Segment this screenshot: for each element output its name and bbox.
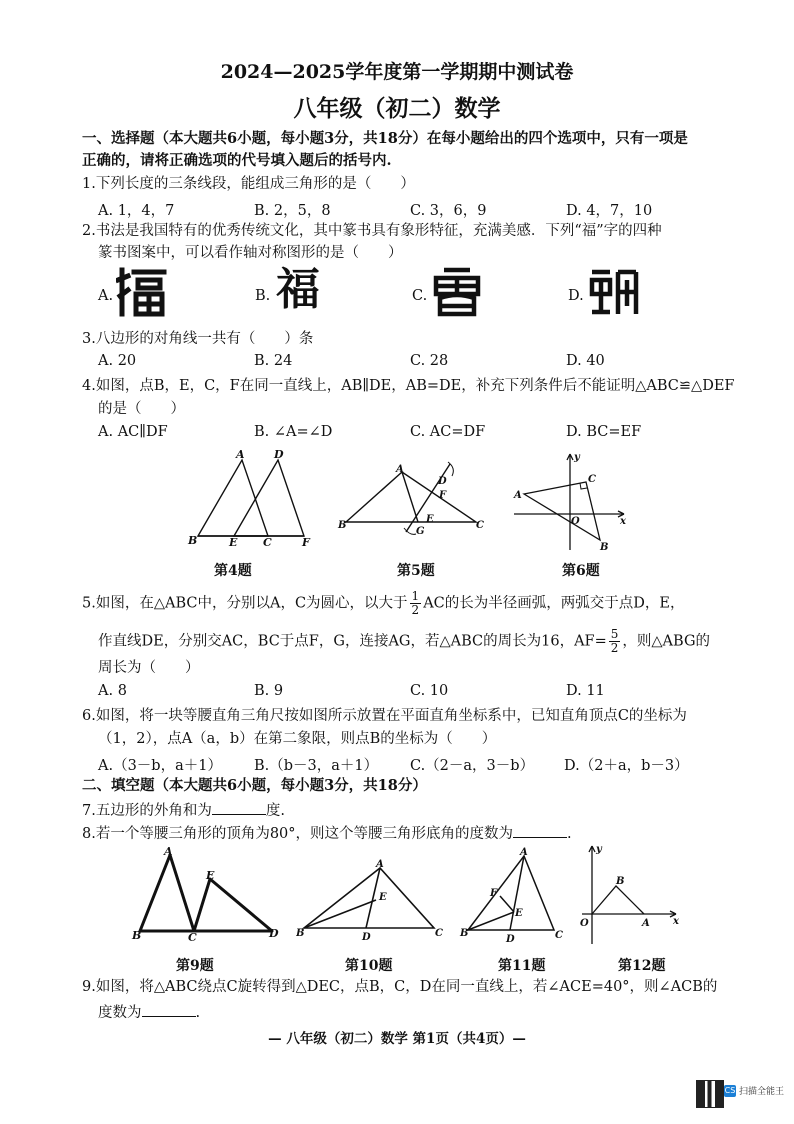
fig4-label-d: D bbox=[274, 448, 284, 461]
section2-heading: 二、填空题（本大题共6小题，每小题3分，共18分） bbox=[82, 777, 427, 794]
fig11-label-f: F bbox=[490, 888, 498, 899]
fig12-label-a: A bbox=[642, 918, 650, 929]
figure-12 bbox=[574, 840, 684, 948]
figure-5 bbox=[336, 460, 486, 540]
fig12-label-b: B bbox=[616, 876, 625, 887]
q4-option-b: B. ∠A=∠D bbox=[254, 424, 333, 440]
seal-glyph-c-image bbox=[430, 266, 484, 318]
fig10-label-d: D bbox=[362, 932, 371, 943]
q4-stem-line2: 的是（ ） bbox=[98, 401, 185, 417]
q1-option-c: C. 3，6，9 bbox=[410, 203, 487, 219]
figure-10 bbox=[296, 858, 446, 944]
q7-stem-before: 7.五边形的外角和为 bbox=[82, 803, 212, 819]
fig10-label-a: A bbox=[376, 859, 384, 870]
q4-option-a: A. AC∥DF bbox=[98, 424, 168, 440]
q1-stem: 1.下列长度的三条线段，能组成三角形的是（ ） bbox=[82, 176, 415, 192]
q5-option-b: B. 9 bbox=[254, 683, 284, 699]
section1-heading-line2: 正确的，请将正确选项的代号填入题后的括号内. bbox=[82, 152, 392, 169]
q5-frac1-den: 2 bbox=[411, 603, 420, 617]
q4-stem-line1: 4.如图，点B，E，C，F在同一直线上，AB∥DE，AB=DE，补充下列条件后不能证明△ABC≌△DEF bbox=[82, 378, 735, 394]
fig11-label-c: C bbox=[555, 930, 563, 941]
fig4-label-e: E bbox=[229, 536, 238, 548]
q7-stem-after: 度. bbox=[265, 803, 285, 819]
fig11-label-a: A bbox=[520, 847, 528, 858]
fig5-label-f: F bbox=[439, 490, 447, 501]
q1-option-d: D. 4，7，10 bbox=[566, 203, 653, 219]
fig6-label-o: O bbox=[571, 516, 580, 527]
caption-fig9: 第9题 bbox=[176, 958, 214, 974]
q2-option-d-label: D. bbox=[568, 288, 584, 304]
fig10-label-b: B bbox=[296, 928, 305, 939]
fig6-label-a: A bbox=[514, 490, 522, 501]
scanner-watermark-text: 扫描全能王 bbox=[739, 1087, 785, 1097]
fig11-label-d: D bbox=[506, 934, 515, 945]
fig12-label-o: O bbox=[580, 918, 589, 929]
figure-4 bbox=[186, 448, 316, 548]
q9-line2 bbox=[98, 1002, 200, 1022]
q5-frac2-den: 2 bbox=[610, 641, 619, 655]
q1-option-a: A. 1，4，7 bbox=[98, 203, 175, 219]
caption-fig10: 第10题 bbox=[345, 958, 393, 974]
fig5-label-c: C bbox=[476, 520, 484, 531]
q7-answer-blank[interactable] bbox=[212, 800, 266, 815]
section1-heading-line1: 一、选择题（本大题共6小题，每小题3分，共18分）在每小题给出的四个选项中，只有一项是 bbox=[82, 130, 688, 147]
q3-option-b: B. 24 bbox=[254, 353, 293, 369]
q8-stem-before: 8.若一个等腰三角形的顶角为80°，则这个等腰三角形底角的度数为 bbox=[82, 826, 514, 842]
q3-option-a: A. 20 bbox=[98, 353, 137, 369]
q5-line3: 周长为（ ） bbox=[98, 660, 200, 676]
seal-glyph-b: 福 bbox=[276, 264, 320, 315]
fig5-label-d: D bbox=[438, 476, 447, 487]
scanner-logo-icon: CS bbox=[724, 1086, 736, 1095]
caption-fig12: 第12题 bbox=[618, 958, 666, 974]
exam-subtitle: 八年级（初二）数学 bbox=[293, 95, 501, 122]
q6-option-b: B.（b－3，a＋1） bbox=[254, 758, 379, 774]
fig6-label-x: x bbox=[620, 516, 626, 527]
q5-line2-part1: 作直线DE，分别交AC，BC于点F，G，连接AG，若△ABC的周长为16，AF= bbox=[98, 633, 607, 650]
fig6-label-c: C bbox=[588, 474, 596, 485]
q8-stem-after: . bbox=[567, 826, 572, 842]
q5-frac2-num: 5 bbox=[610, 627, 619, 641]
figure-9 bbox=[126, 845, 286, 945]
q2-option-a-label: A. bbox=[98, 288, 114, 304]
caption-fig11: 第11题 bbox=[498, 958, 546, 974]
q1-option-b: B. 2，5，8 bbox=[254, 203, 331, 219]
fig5-label-g: G bbox=[416, 526, 425, 537]
q5-fraction-2 bbox=[609, 628, 621, 655]
seal-glyph-a-image bbox=[116, 266, 168, 318]
q9-answer-blank[interactable] bbox=[142, 1002, 196, 1017]
q3-option-c: C. 28 bbox=[410, 353, 449, 369]
fig4-label-b: B bbox=[188, 534, 198, 547]
q5-frac1-num: 1 bbox=[411, 589, 420, 603]
fig4-label-c: C bbox=[263, 536, 272, 548]
q6-option-d: D.（2＋a，b－3） bbox=[564, 758, 689, 774]
q5-line1 bbox=[82, 590, 684, 617]
q6-stem-line2: （1，2），点A（a，b）在第二象限，则点B的坐标为（ ） bbox=[98, 731, 497, 747]
fig10-label-c: C bbox=[435, 928, 443, 939]
q9-stem-line1: 9.如图，将△ABC绕点C旋转得到△DEC，点B，C，D在同一直线上，若∠ACE=40°，则∠ACB的 bbox=[82, 979, 718, 995]
fig9-label-a: A bbox=[164, 845, 173, 858]
fig10-label-e: E bbox=[379, 892, 387, 903]
fig5-label-a: A bbox=[396, 464, 404, 475]
fig5-label-b: B bbox=[338, 520, 347, 531]
fig11-label-e: E bbox=[515, 908, 523, 919]
q6-option-c: C.（2－a，3－b） bbox=[410, 758, 535, 774]
fig9-label-e: E bbox=[206, 869, 215, 882]
q2-option-c-label: C. bbox=[412, 288, 428, 304]
q2-stem-line2: 篆书图案中，可以看作轴对称图形的是（ ） bbox=[98, 245, 403, 261]
q5-line2-part2: ，则△ABG的 bbox=[622, 633, 711, 650]
q5-option-c: C. 10 bbox=[410, 683, 449, 699]
q5-stem-part2: AC的长为半径画弧，两弧交于点D，E， bbox=[423, 595, 685, 612]
q5-stem-part1: 5.如图，在△ABC中，分别以A，C为圆心，以大于 bbox=[82, 595, 408, 612]
exam-title: 2024—2025学年度第一学期期中测试卷 bbox=[220, 61, 574, 83]
q5-option-a: A. 8 bbox=[98, 683, 127, 699]
fig12-label-y: y bbox=[596, 844, 602, 855]
qr-code-icon bbox=[696, 1080, 724, 1108]
q2-stem-line1: 2.书法是我国特有的优秀传统文化，其中篆书具有象形特征，充满美感．下列“福”字的四种 bbox=[82, 223, 662, 239]
fig9-label-d: D bbox=[269, 927, 279, 940]
q8-answer-blank[interactable] bbox=[513, 823, 567, 838]
fig6-label-b: B bbox=[600, 542, 609, 553]
figure-6 bbox=[508, 450, 632, 554]
fig4-label-f: F bbox=[302, 536, 310, 548]
figure-11 bbox=[458, 846, 568, 946]
q4-option-d: D. BC=EF bbox=[566, 424, 642, 440]
q8-line bbox=[82, 823, 572, 843]
fig4-label-a: A bbox=[236, 448, 245, 461]
q5-option-d: D. 11 bbox=[566, 683, 605, 699]
q9-stem-line2-before: 度数为 bbox=[98, 1005, 142, 1021]
fig12-label-x: x bbox=[673, 916, 679, 927]
caption-fig5: 第5题 bbox=[397, 563, 435, 579]
q5-fraction-1 bbox=[410, 590, 422, 617]
fig5-label-e: E bbox=[426, 514, 434, 525]
q7-line bbox=[82, 800, 285, 820]
q9-stem-line2-after: . bbox=[195, 1005, 201, 1021]
q3-option-d: D. 40 bbox=[566, 353, 605, 369]
fig6-label-y: y bbox=[574, 452, 580, 463]
q5-line2 bbox=[98, 628, 710, 655]
fig9-label-c: C bbox=[188, 931, 197, 944]
caption-fig6: 第6题 bbox=[562, 563, 600, 579]
q6-option-a: A.（3－b，a＋1） bbox=[98, 758, 222, 774]
q3-stem: 3.八边形的对角线一共有（ ）条 bbox=[82, 331, 314, 347]
fig11-label-b: B bbox=[460, 928, 469, 939]
q4-option-c: C. AC=DF bbox=[410, 424, 486, 440]
fig9-label-b: B bbox=[132, 929, 142, 942]
caption-fig4: 第4题 bbox=[214, 563, 252, 579]
q6-stem-line1: 6.如图，将一块等腰直角三角尺按如图所示放置在平面直角坐标系中，已知直角顶点C的坐标为 bbox=[82, 708, 687, 724]
q2-option-b-label: B. bbox=[255, 288, 271, 304]
page-footer: — 八年级（初二）数学 第1页（共4页）— bbox=[268, 1031, 526, 1047]
seal-glyph-d-image bbox=[588, 266, 640, 318]
